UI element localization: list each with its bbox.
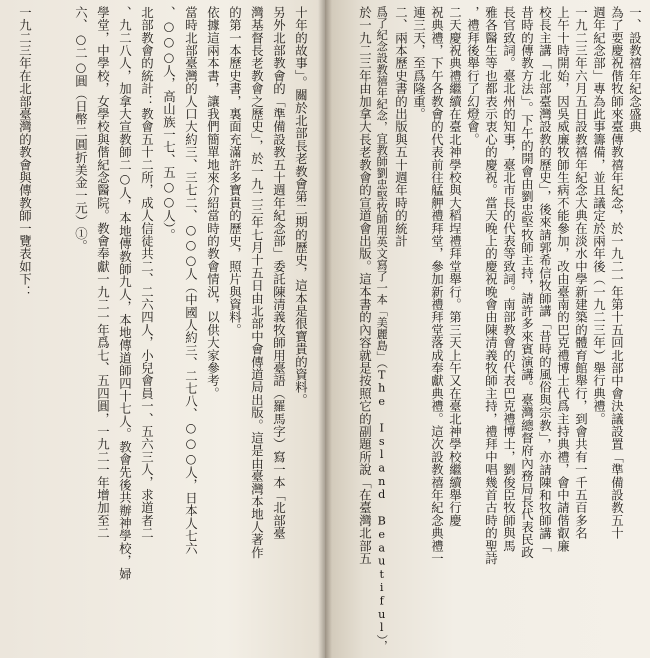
book-gutter [318, 0, 332, 658]
right-page-column: 長官致詞。臺北州的知事，臺北市長的代表等致詞。南部教會的代表巴克禮博士，劉俊臣牧師與馬 [501, 6, 517, 553]
right-page-column: 二、兩本歷史書的出版與五十週年時的統計 [393, 6, 409, 248]
left-page-column: 北部教會的統計：教會五十二所，成人信徒共二、二六四人，小兒會員一、五六三人，求道者二 [139, 6, 155, 540]
left-page-column: 灣基督長老教會之歷史」，於一九二三年七月十五日由北部中會傳道局出版。這是由臺灣本地人著作 [249, 6, 265, 559]
right-page-column: 雅各醫生等也都表示衷心的慶祝。當天晚上的慶祝晚會由陳清義牧師主持，禮拜中唱幾首古時的聖詩 [483, 6, 499, 565]
right-page-column: 一、設教禧年紀念盛典 [627, 6, 643, 133]
right-page-column: 週年紀念部」專為此事籌備，並且議定於兩年後（一九二三年）舉行典禮。 [591, 6, 607, 426]
right-page-column: 昔時的傳教方法」。下午的開會由劉忠堅牧師主持，請許多來賓演講。臺灣總督府內務局長代表民政 [519, 6, 535, 559]
left-page-column: 十年的故事」。關於北部長老教會第二期的歷史，這本是很寶貴的資料。 [293, 6, 309, 407]
left-page-column: 當時北部臺灣的人口大約三、三七二、○○○人（中國人約三、二七八、○○○人，日本人七六 [183, 6, 199, 555]
right-page-column: 校長主講「北部臺灣設教的歷史」，後來請郭希信牧師講「昔時的風俗與宗教」，亦請陳和牧師講「 [537, 6, 553, 553]
right-page-column: 祝典禮，下午各教會的代表前往艋舺禮拜堂，參加新禮拜堂落成奉獻典禮。這次設教禧年紀念典禮一 [429, 6, 445, 565]
left-page-column: 依據這兩本書，讓我們簡單地來介紹當時的教會情況，以供大家參考。 [205, 6, 221, 400]
left-page-column: 一九二三年在北部臺灣的教會與傳教師一覽表如下： [17, 6, 33, 299]
right-page-column: 一九二三年六月五日設教禧年紀念大典在淡水中學新建築的體育館舉行，到會共有一千五百多名 [573, 6, 589, 540]
left-page-column: 六、○二○圓（日幣二圓折美金一元）①。 [73, 6, 89, 253]
right-page-column: 連三天，至爲隆重。 [411, 6, 427, 121]
left-page-column: 學堂，中學校，女學校與偕紀念醫院。教會奉獻一九二一年爲七、五四圓，一九二一年增加至二 [95, 6, 111, 540]
right-page-column: ，禮拜後舉行了幻燈會。 [465, 6, 481, 146]
right-page-column: 爲了紀念設教禧年紀念，宜教師劉忠堅牧師用英文寫了一本「美麗島」（The Island Beautiful）， [375, 6, 389, 652]
left-page-column: 、九二八人，加拿大宣教師二○人，本地傳教師九人，本地傳道師四十七人。教會先後共辦神學校，婦 [117, 6, 133, 581]
left-page-column: 、○○○人，高山族一七、五○○人）。 [161, 6, 177, 242]
left-page-column: 的第一本歷史書，裏面充滿許多寶貴的歷史，照片與資料。 [227, 6, 243, 337]
right-page-column: 於一九二三年由加拿大長老教會的宣道會出版。這本書的內容就是按照它的副題所說「在臺灣北部五 [357, 6, 373, 565]
left-page-column: 另外北部教會的「準備設教五十週年紀念部」委託陳清義牧師用臺語（羅馬字）寫一本「北部臺 [271, 6, 287, 540]
right-page-column: 為了要慶祝偕牧師來臺傳教禧年紀念，於一九二一年第十五回北部中會決議設置「準備設教五十 [609, 6, 625, 540]
right-page-column: 二天慶祝典禮繼續在臺北神學校與大稻埕禮拜堂舉行。第三天上午又在臺北神學校繼續舉行慶 [447, 6, 463, 527]
right-page-column: 上午十時開始，因吳威廉牧師生病不能參加，改由臺南的巴克禮博士代爲主持典禮，會中請偕叡廉 [555, 6, 571, 553]
